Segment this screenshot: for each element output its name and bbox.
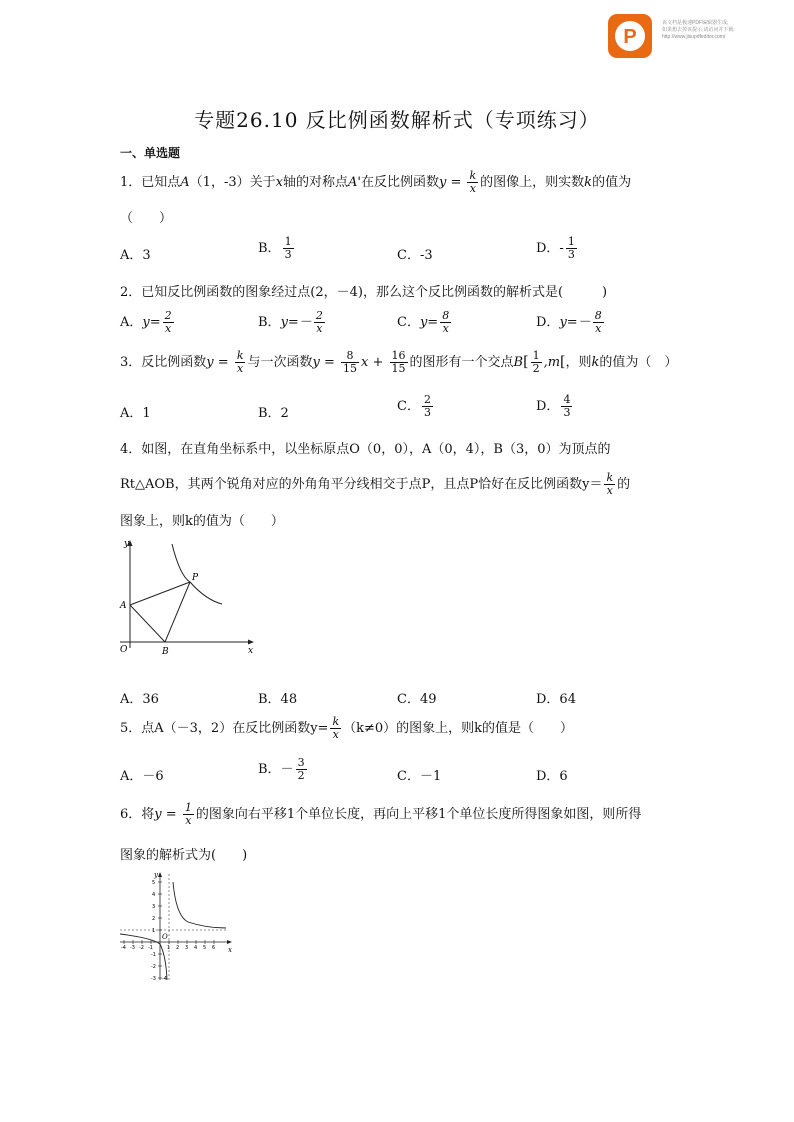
svg-text:1: 1	[152, 928, 156, 934]
question-4-line-2: Rt△AOB，其两个锐角对应的外角角平分线相交于点P，且点P恰好在反比例函数y＝ $\frac{k}{x}$ 的	[120, 471, 631, 497]
q4-figure	[116, 536, 260, 660]
q5-option-c: C．－1	[397, 769, 442, 784]
svg-text:-1: -1	[151, 952, 156, 958]
q2-option-d: D．y=－ $\frac{8}{x}$	[536, 309, 602, 335]
point-label-o: O	[120, 645, 128, 655]
svg-text:2: 2	[176, 945, 180, 951]
fraction: $\frac{k}{x}$	[469, 169, 477, 195]
svg-text:-4: -4	[162, 976, 167, 982]
pdf-logo	[608, 14, 652, 58]
svg-text:4: 4	[152, 892, 156, 898]
svg-text:-3: -3	[151, 976, 156, 982]
svg-text:4: 4	[194, 945, 198, 951]
q1-option-c: C．-3	[397, 248, 433, 263]
section-heading: 一、单选题	[120, 146, 181, 160]
question-4-line-1: 4．如图，在直角坐标系中，以坐标原点O（0，0），A（0，4），B（3，0）为顶点的	[120, 442, 611, 457]
watermark-text: 该文档是极速PDF编辑器生成, 如果想去掉该提示,请访问并下载: http://www.jisupdfeditor.com/	[662, 20, 735, 40]
question-4-line-3: 图象上，则k的值为（ ）	[120, 514, 284, 529]
svg-text:1: 1	[167, 945, 171, 951]
svg-text:5: 5	[203, 945, 207, 951]
q4-option-d: D．64	[536, 692, 576, 707]
origin-label: O	[162, 933, 168, 941]
q2-option-a: A．y= $\frac{2}{x}$	[120, 309, 172, 335]
axis-label-y: y	[124, 539, 130, 549]
svg-text:-4: -4	[121, 945, 126, 951]
question-5-text: 5．点A（－3，2）在反比例函数y= $\frac{k}{x}$ （k≠0）的图象上，则k的值是（ ）	[120, 715, 574, 741]
q4-option-c: C．49	[397, 692, 437, 707]
axis-label-y: y	[154, 871, 158, 879]
q5-option-b: B．－ $\frac{3}{2}$	[258, 756, 305, 782]
q3-option-d: D． $\frac{4}{3}$	[536, 393, 571, 419]
point-label-b: B	[162, 647, 169, 657]
q1-option-a: A．3	[120, 248, 151, 263]
axis-label-x: x	[228, 946, 232, 954]
q3-option-b: B．2	[258, 406, 289, 421]
q5-option-a: A．－6	[120, 769, 164, 784]
q5-option-d: D．6	[536, 769, 568, 784]
question-1-paren: （ ）	[120, 211, 173, 226]
question-6-line-2: 图象的解析式为( )	[120, 848, 248, 863]
question-6-text: 6．将y = $\frac{1}{x}$ 的图象向右平移1个单位长度，再向上平移1个单位长度所得图象如图，则所得	[120, 801, 642, 827]
fraction: $\frac{1}{3}$	[284, 235, 292, 261]
q4-option-a: A．36	[120, 692, 159, 707]
svg-text:-2: -2	[139, 945, 144, 951]
page-title: 专题26.10 反比例函数解析式（专项练习）	[194, 108, 600, 132]
question-3-text: 3．反比例函数y = $\frac{k}{x}$ 与一次函数y = $\frac{8}{15}$ x + $\frac{16}{15}$ 的图形有一个交点B[ $\frac{1}{2}$ ,m[，则k的值为（ ）	[120, 349, 678, 375]
fraction: $\frac{1}{3}$	[567, 235, 575, 261]
q3-option-c: C． $\frac{2}{3}$	[397, 393, 431, 419]
svg-text:P: P	[623, 26, 637, 48]
svg-text:2: 2	[152, 916, 156, 922]
q1-option-b: B． $\frac{1}{3}$	[258, 235, 292, 261]
q3-option-a: A．1	[120, 406, 151, 421]
question-2-text: 2．已知反比例函数的图象经过点(2，－4)，那么这个反比例函数的解析式是( )	[120, 285, 608, 300]
svg-text:6: 6	[212, 945, 216, 951]
svg-text:3: 3	[185, 945, 189, 951]
q4-option-b: B．48	[258, 692, 298, 707]
point-label-a: A	[120, 601, 127, 611]
svg-text:5: 5	[152, 880, 156, 886]
question-1-text: 1．已知点A（1，-3）关于x轴的对称点A'在反比例函数y = $\frac{k}{x}$ 的图像上，则实数k的值为	[120, 169, 632, 195]
q2-option-b: B．y=－ $\frac{2}{x}$	[258, 309, 323, 335]
q1-option-d: D．- $\frac{1}{3}$	[536, 235, 575, 261]
svg-text:-1: -1	[148, 945, 153, 951]
pdf-editor-icon	[608, 14, 652, 58]
svg-text:-2: -2	[151, 964, 156, 970]
svg-text:-3: -3	[130, 945, 135, 951]
svg-text:3: 3	[152, 904, 156, 910]
q6-figure	[116, 868, 236, 982]
point-label-p: P	[192, 573, 199, 583]
axis-label-x: x	[248, 646, 254, 656]
q2-option-c: C．y= $\frac{8}{x}$	[397, 309, 450, 335]
